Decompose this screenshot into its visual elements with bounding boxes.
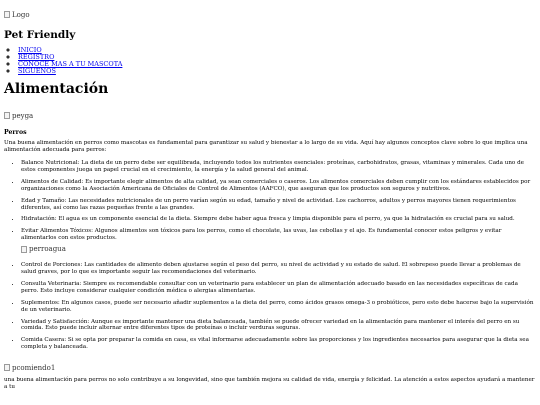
list-item-text: Evitar Alimentos Tóxicos: Algunos alimentos son tóxicos para los perros, como el chocolate, las uvas, las cebollas y el ajo. Es fundamental conocer estos peligros y evitar alimentarlos con estos productos. [21, 228, 502, 242]
perroagua-alt [21, 246, 66, 253]
main-nav [4, 47, 536, 75]
list-item-text: Balance Nutricional: La dieta de un perro debe ser equilibrada, incluyendo todos los nutrientes esenciales: proteínas, carbohidratos, grasas, vitaminas y minerales. Cada uno de estos componentes juega un papel crucial en el crecimiento, la energía y la salud general del animal. [21, 160, 524, 173]
nav-link-siguenos[interactable]: SIGUENOS [18, 67, 56, 75]
list-item [21, 262, 536, 276]
nav-link-registro[interactable]: REGISTRO [18, 53, 55, 61]
nav-link-conoce[interactable]: CONOCE MAS A TU MASCOTA [18, 60, 123, 68]
list-item [21, 179, 536, 193]
pcomiendo-alt-text: pcomiendo1 [12, 363, 56, 372]
nav-item-conoce [18, 61, 536, 68]
nav-item-inicio [18, 47, 536, 54]
section-title: Perros [4, 129, 27, 136]
list-item [21, 337, 536, 351]
pcomiendo-image [4, 364, 55, 372]
list-item [21, 198, 536, 212]
closing-paragraph: una buena alimentación para perros no solo contribuye a su longevidad, sino que también mejora su calidad de vida, energía y felicidad. La atención a estos aspectos ayudará a mantener a tu [4, 377, 535, 391]
perroagua-alt-text: perroagua [29, 245, 66, 254]
list-item [21, 281, 536, 295]
list-item [21, 160, 536, 174]
list-item-text: Control de Porciones: Las cantidades de alimento deben ajustarse según el peso del perro, su nivel de actividad y su estado de salud. El sobrepeso puede llevar a problemas de salud graves, por lo que es importante seguir las recomendaciones del veterinario. [21, 262, 521, 275]
broken-image-icon [21, 246, 27, 253]
site-title: Pet Friendly [4, 29, 76, 41]
feeding-tips-list [4, 160, 536, 351]
list-item [21, 228, 536, 256]
hero-image [4, 112, 33, 120]
logo-image [4, 11, 30, 19]
list-item-text: Edad y Tamaño: Las necesidades nutricionales de un perro varían según su edad, tamaño y nivel de actividad. Los cachorros, adultos y perros mayores tienen requerimientos diferentes, así como las razas pequeñas frente a las grandes. [21, 197, 516, 211]
intro-paragraph: Una buena alimentación en perros como mascotas es fundamental para garantizar su salud y bienestar a lo largo de su vida. Aquí hay algunos conceptos clave sobre lo que implica una alimentación adecuada para perros: [4, 140, 528, 153]
perroagua-image [21, 246, 536, 256]
list-item-text: Consulta Veterinaria: Siempre es recomendable consultar con un veterinario para establecer un plan de alimentación adecuado basado en las necesidades específicas de cada perro. Esto incluye considerar cualquier condición médica o alergias alimentarias. [21, 280, 518, 294]
hero-alt-text: peyga [12, 111, 34, 120]
nav-item-siguenos [18, 68, 536, 75]
broken-image-icon [4, 112, 10, 119]
list-item [21, 300, 536, 314]
broken-image-icon [4, 364, 10, 371]
list-item-text: Variedad y Satisfacción: Aunque es importante mantener una dieta balanceada, también se puede ofrecer variedad en la alimentación para mantener el interés del perro en su comida. Esto puede incluir alternar entre diferentes tipos de proteínas o incluir verduras seguras. [21, 318, 520, 332]
list-item-text: Suplementos: En algunos casos, puede ser necesario añadir suplementos a la dieta del perro, como ácidos grasos omega-3 o probióticos, pero esto debe hacerse bajo la supervisión de un veterinario. [21, 299, 534, 313]
page-title: Alimentación [4, 81, 109, 97]
list-item-text: Comida Casera: Si se opta por preparar la comida en casa, es vital informarse adecuadamente sobre las proporciones y los ingredientes necesarios para asegurar que la dieta sea completa y balanceada. [21, 337, 529, 351]
list-item [21, 216, 536, 223]
list-item-text: Alimentos de Calidad: Es importante elegir alimentos de alta calidad, ya sean comerciales o caseros. Los alimentos comerciales deben cumplir con los estándares establecidos por organizaciones como la Asociación Americana de Oficiales de Control de Alimentos (AAFCO), que aseguran que los productos son seguros y nutritivos. [21, 178, 531, 192]
logo-alt-text: Logo [12, 10, 30, 19]
nav-link-inicio[interactable]: INICIO [18, 46, 42, 54]
broken-image-icon [4, 11, 10, 18]
list-item [21, 319, 536, 333]
list-item-text: Hidratación: El agua es un componente esencial de la dieta. Siempre debe haber agua fresca y limpia disponible para el perro, ya que la hidratación es crucial para su salud. [21, 216, 515, 223]
